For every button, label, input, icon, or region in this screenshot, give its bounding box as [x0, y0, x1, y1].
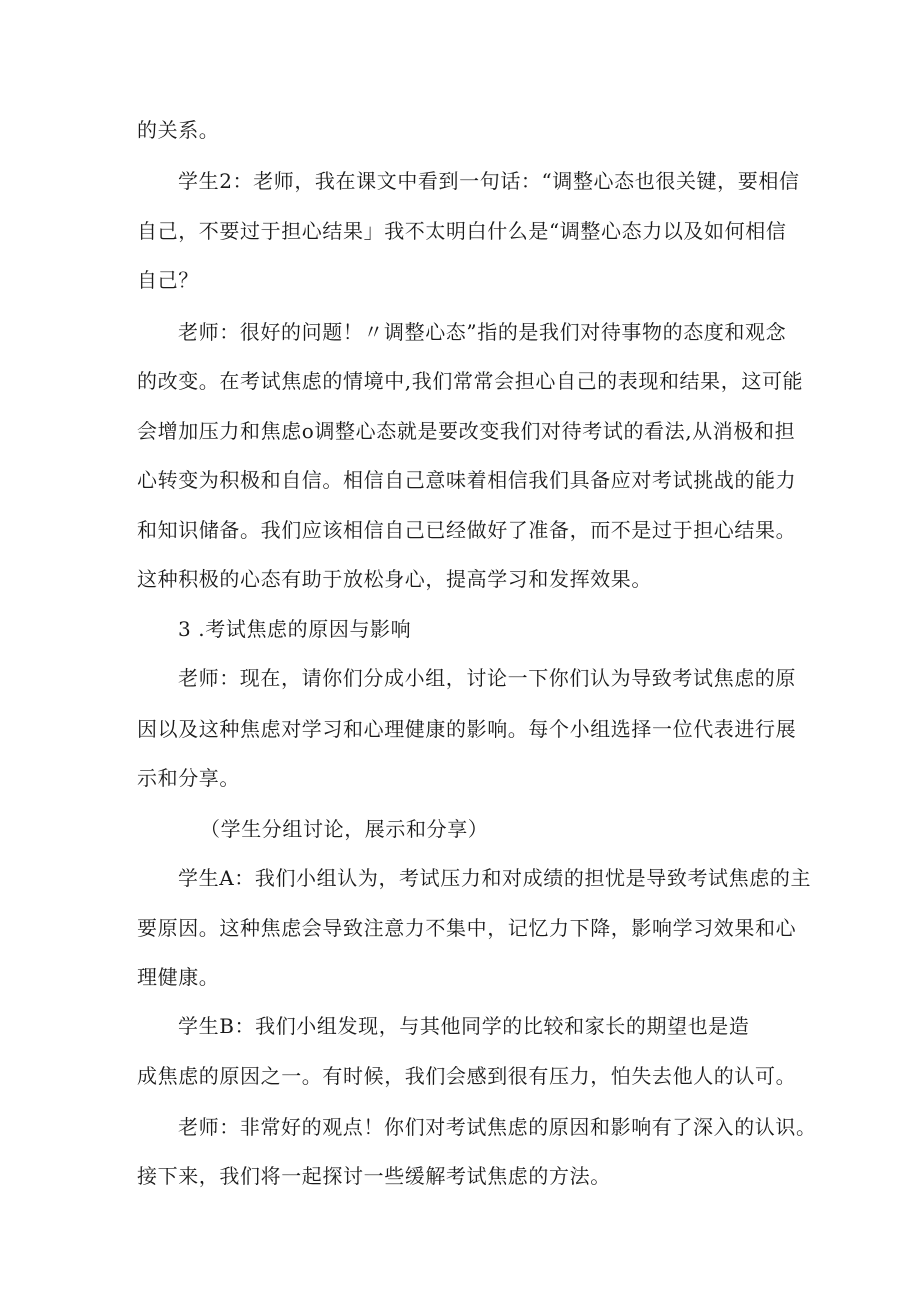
text-line: 成焦虑的原因之一。有时候，我们会感到很有压力，怕失去他人的认可。 [137, 1064, 797, 1088]
text-line: 学生B：我们小组发现，与其他同学的比较和家长的期望也是造 [178, 1014, 750, 1038]
text-line: 理健康。 [137, 965, 220, 989]
text-line: 和知识储备。我们应该相信自己已经做好了准备，而不是过于担心结果。 [137, 518, 797, 542]
text-line: 老师：现在，请你们分成小组，讨论一下你们认为导致考试焦虑的原 [178, 666, 796, 690]
text-line: 自己？ [137, 268, 199, 292]
text-line: 的改变。在考试焦虑的情境中,我们常常会担心自己的表现和结果，这可能 [137, 369, 804, 393]
text-line: 这种积极的心态有助于放松身心，提高学习和发挥效果。 [137, 567, 652, 591]
text-line: 会增加压力和焦虑o调整心态就是要改变我们对待考试的看法,从消极和担 [137, 419, 796, 443]
stage-direction: （学生分组讨论，展示和分享） [200, 817, 489, 841]
text-line: 老师：非常好的观点！你们对考试焦虑的原因和影响有了深入的认识。 [178, 1115, 817, 1139]
text-line: 自己，不要过于担心结果」我不太明白什么是“调整心态力以及如何相信 [137, 219, 787, 243]
text-line: 因以及这种焦虑对学习和心理健康的影响。每个小组选择一位代表进行展 [137, 717, 797, 741]
section-heading: 3 .考试焦虑的原因与影响 [178, 617, 412, 641]
text-line: 老师：很好的问题！〃调整心态”指的是我们对待事物的态度和观念 [178, 320, 787, 344]
text-line: 学生A：我们小组认为，考试压力和对成绩的担忧是导致考试焦虑的主 [178, 866, 812, 890]
text-line: 心转变为积极和自信。相信自己意味着相信我们具备应对考试挑战的能力 [137, 468, 797, 492]
text-line: 示和分享。 [137, 766, 240, 790]
text-line: 要原因。这种焦虑会导致注意力不集中，记忆力下降，影响学习效果和心 [137, 916, 797, 940]
text-line: 的关系。 [137, 118, 220, 142]
text-line: 接下来，我们将一起探讨一些缓解考试焦虑的方法。 [137, 1164, 611, 1188]
text-line: 学生2：老师，我在课文中看到一句话：“调整心态也很关键，要相信 [178, 169, 800, 193]
